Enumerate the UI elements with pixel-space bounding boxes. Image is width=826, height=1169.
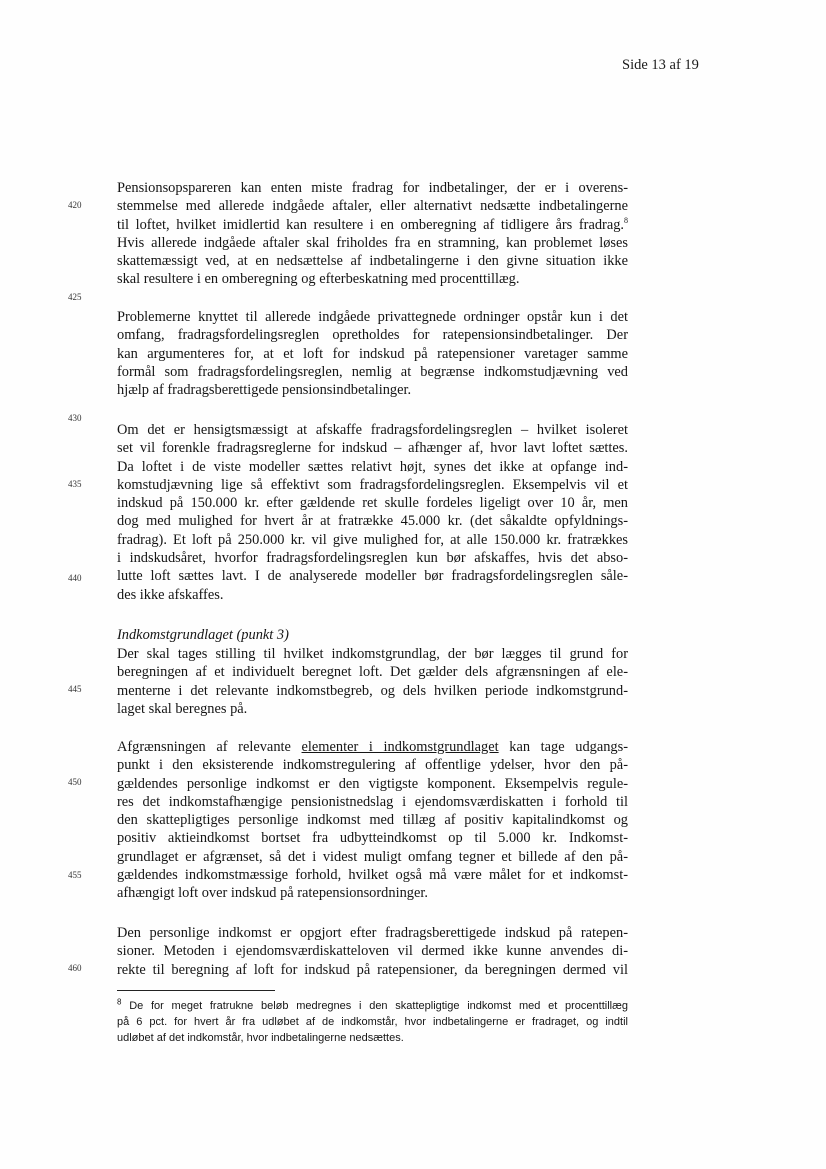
line-number: 455 — [68, 870, 82, 880]
text-line: set vil forenkle fradragsreglerne for indskud – afhænger af, hvor lavt loftet sættes. — [117, 440, 628, 457]
footnote-reference[interactable]: 8 — [624, 215, 628, 225]
text-line: indskud på 150.000 kr. efter gældende ret skulle fordeles ligeligt over 10 år, men — [117, 495, 628, 512]
text-line: Problemerne knyttet til allerede indgåede privattegnede ordninger opstår kun i det — [117, 309, 628, 325]
text-line: Hvis allerede indgåede aftaler skal friholdes fra en stramning, kan problemet løses — [117, 234, 628, 251]
text-line: komstudjævning lige så effektivt som fradragsfordelingsreglen. Eksempelvis vil et — [117, 476, 628, 493]
text-line: fradrag). Et loft på 250.000 kr. vil give mulighed for, at alle 150.000 kr. fratrækkes — [117, 531, 628, 548]
text-line: formål som fradragsfordelingsreglen, nemlig at begrænse indkomstudjævning ved — [117, 363, 628, 380]
paragraph-6 — [117, 924, 628, 979]
text-run: De for meget fratrukne beløb medregnes i den skattepligtige indkomst med et procenttillæg — [129, 1000, 628, 1012]
footnote-line: udløbet af det indkomstår, hvor indbetalingerne nedsættes. — [117, 1032, 404, 1044]
text-line: gældendes personlige indkomst er den vigtigste komponent. Eksempelvis regule- — [117, 775, 628, 792]
text-line: beregningen af et individuelt beregnet loft. Det gælder dels afgrænsningen af ele- — [117, 664, 628, 681]
text-line: Pensionsopspareren kan enten miste fradrag for indbetalinger, der er i overens- — [117, 180, 628, 196]
text-line: skattemæssigt ved, at en nedsættelse af indbetalingerne i den givne situation ikke — [117, 253, 628, 270]
line-number: 425 — [68, 292, 82, 302]
underlined-phrase: elementer i indkomstgrundlaget — [301, 739, 499, 755]
text-line: positiv aktieindkomst bortset fra udbytteindkomst op til 5.000 kr. Indkomst- — [117, 830, 628, 847]
page-number-header: Side 13 af 19 — [622, 57, 699, 73]
footnote-divider — [117, 990, 275, 991]
line-number: 440 — [68, 573, 82, 583]
paragraph-4 — [117, 645, 628, 718]
line-number: 420 — [68, 200, 82, 210]
text-line: kan argumenteres for, at et loft for indskud på ratepensioner varetager samme — [117, 345, 628, 362]
text-line: Da loftet i de viste modeller sættes relativt højt, synes det ikke at opfange ind- — [117, 458, 628, 475]
line-number: 460 — [68, 963, 82, 973]
text-line: punkt i den eksisterende indkomstregulering af offentlige ydelser, hvor den på- — [117, 757, 628, 774]
text-line: afhængigt loft over indskud på ratepensionsordninger. — [117, 885, 428, 902]
text-run: Afgrænsningen af relevante — [117, 739, 302, 755]
line-number: 450 — [68, 777, 82, 787]
text-line: stemmelse med allerede indgåede aftaler, eller alternativt nedsætte indbetalingerne — [117, 198, 628, 215]
text-line: laget skal beregnes på. — [117, 700, 248, 717]
text-line: Om det er hensigtsmæssigt at afskaffe fradragsfordelingsreglen – hvilket isoleret — [117, 422, 628, 438]
text-line: den skattepligtiges personlige indkomst med tillæg af positiv kapitalindkomst og — [117, 812, 628, 829]
text-line: hjælp af fradragsberettigede pensionsindbetalinger. — [117, 382, 412, 399]
text-line: rekte til beregning af loft for indskud på ratepensioner, da beregningen dermed vil — [117, 961, 628, 978]
text-line: Den personlige indkomst er opgjort efter fradragsberettigede indskud på ratepen- — [117, 925, 628, 941]
section-heading: Indkomstgrundlaget (punkt 3) — [117, 627, 289, 643]
line-number: 445 — [68, 684, 82, 694]
text-line — [117, 738, 628, 756]
text-line: des ikke afskaffes. — [117, 586, 224, 603]
text-run: kan tage udgangs- — [498, 739, 629, 755]
footnote-line: på 6 pct. for hvert år fra udløbet af de indkomstår, hvor indbetalingerne er fradraget, og indtil — [117, 1016, 628, 1028]
text-line: sioner. Metoden i ejendomsværdiskatteloven vil dermed ikke kunne anvendes di- — [117, 943, 628, 960]
text-line: dog med mulighed for hvert år at fratrække 45.000 kr. (det såkaldte opfyldnings- — [117, 513, 628, 530]
text-line: menterne i det relevante indkomstbegreb, og dels hvilken periode indkomstgrund- — [117, 682, 628, 699]
footnote-mark: 8 — [117, 997, 122, 1007]
text-line: grundlaget er afgrænset, så det i videst muligt omfang tegner et billede af den på- — [117, 848, 628, 865]
text-line: Der skal tages stilling til hvilket indkomstgrundlag, der bør lægges til grund for — [117, 646, 628, 662]
text-line: res det indkomstafhængige pensionistnedslag i ejendomsværdiskatten i forhold til — [117, 793, 628, 810]
footnote-line — [117, 998, 628, 1014]
text-line — [117, 216, 628, 234]
text-line: omfang, fradragsfordelingsreglen opretholdes for ratepensionsindbetalinger. Der — [117, 327, 628, 344]
paragraph-2 — [117, 308, 628, 399]
paragraph-1 — [117, 179, 628, 289]
text-line: gældendes indkomstmæssige forhold, hvilket også må være målet for et indkomst- — [117, 867, 628, 884]
text-line: lutte loft sættes lavt. I de analyserede modeller bør fradragsfordelingsreglen såle- — [117, 568, 628, 585]
footnote — [117, 998, 628, 1046]
paragraph-5 — [117, 738, 628, 903]
line-number: 435 — [68, 479, 82, 489]
text-line: i indskudsåret, hvorfor fradragsfordelingsreglen kun bør afskaffes, hvis det abso- — [117, 550, 628, 567]
text-run: til loftet, hvilket imidlertid kan resultere i en omberegning af tidligere års fradrag. — [117, 216, 624, 233]
paragraph-3 — [117, 421, 628, 604]
text-line: skal resultere i en omberegning og efterbeskatning med procenttillæg. — [117, 271, 520, 288]
line-number: 430 — [68, 413, 82, 423]
